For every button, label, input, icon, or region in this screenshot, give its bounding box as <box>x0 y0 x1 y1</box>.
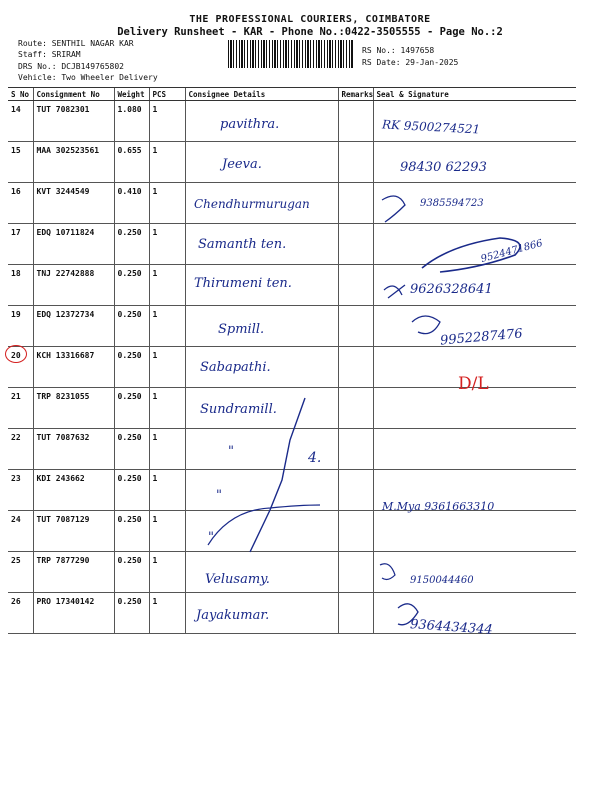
drs-number: DRS No.: DCJB149765802 <box>18 62 124 71</box>
weight-cell: 0.250 <box>114 511 149 552</box>
weight-cell: 0.250 <box>114 347 149 388</box>
route-label: Route: SENTHIL NAGAR KAR <box>18 39 134 48</box>
signature-text: 9364434344 <box>409 617 494 638</box>
signature-text: 98430 62293 <box>400 160 487 175</box>
consignment-cell: EDQ 10711824 <box>33 224 114 265</box>
sno-cell: 17 <box>8 224 33 265</box>
pcs-cell: 1 <box>149 183 185 224</box>
consignee-handwriting: Samanth ten. <box>198 237 287 252</box>
pcs-cell: 1 <box>149 142 185 183</box>
consignment-cell: KDI 243662 <box>33 470 114 511</box>
company-name: THE PROFESSIONAL COURIERS, COIMBATORE <box>189 14 431 25</box>
weight-cell: 0.250 <box>114 552 149 593</box>
consignee-handwriting: Chendhurmurugan <box>194 197 310 211</box>
sno-cell: 22 <box>8 429 33 470</box>
ditto-mark: " <box>208 530 214 545</box>
weight-cell: 0.250 <box>114 306 149 347</box>
signature-text: 9524471866 <box>479 237 544 266</box>
consignment-cell: EDQ 12372734 <box>33 306 114 347</box>
pcs-cell: 1 <box>149 224 185 265</box>
ditto-mark: " <box>228 444 234 459</box>
consignment-cell: TUT 7082301 <box>33 101 114 142</box>
col-consignment: Consignment No <box>33 88 114 101</box>
consignment-cell: TUT 7087632 <box>33 429 114 470</box>
signature-text: 9952287476 <box>439 326 524 349</box>
pcs-cell: 1 <box>149 347 185 388</box>
consignee-handwriting: Jeeva. <box>222 157 262 172</box>
weight-cell: 0.250 <box>114 224 149 265</box>
sno-cell: 21 <box>8 388 33 429</box>
col-sno: S No <box>8 88 33 101</box>
pcs-cell: 1 <box>149 470 185 511</box>
sno-cell: 23 <box>8 470 33 511</box>
consignment-cell: TNJ 22742888 <box>33 265 114 306</box>
consignment-cell: TRP 7877290 <box>33 552 114 593</box>
signature-text: RK 9500274521 <box>381 117 481 137</box>
weight-cell: 0.250 <box>114 470 149 511</box>
weight-cell: 1.080 <box>114 101 149 142</box>
pcs-cell: 1 <box>149 429 185 470</box>
signature-text: M.Mya 9361663310 <box>382 500 495 513</box>
signature-text: 9385594723 <box>420 198 484 209</box>
vehicle-label: Vehicle: Two Wheeler Delivery <box>18 73 158 82</box>
rs-date: RS Date: 29-Jan-2025 <box>362 58 459 67</box>
col-remarks: Remarks <box>338 88 373 101</box>
staff-label: Staff: SRIRAM <box>18 50 81 59</box>
sno-cell: 16 <box>8 183 33 224</box>
signature-text: 9150044460 <box>410 575 474 586</box>
sno-cell: 19 <box>8 306 33 347</box>
sno-cell: 18 <box>8 265 33 306</box>
sno-cell: 24 <box>8 511 33 552</box>
consignee-handwriting: Sabapathi. <box>200 360 271 375</box>
dl-mark: D/L <box>458 374 489 394</box>
col-weight: Weight <box>114 88 149 101</box>
pcs-cell: 1 <box>149 593 185 634</box>
consignment-cell: KVT 3244549 <box>33 183 114 224</box>
rs-number: RS No.: 1497658 <box>362 46 435 55</box>
consignee-handwriting: Spmill. <box>218 322 265 337</box>
col-consignee: Consignee Details <box>185 88 338 101</box>
signature-text: 9626328641 <box>410 282 493 297</box>
consignee-handwriting: Velusamy. <box>205 572 270 587</box>
sno-cell: 25 <box>8 552 33 593</box>
consignment-cell: PRO 17340142 <box>33 593 114 634</box>
pcs-cell: 1 <box>149 552 185 593</box>
consignee-handwriting: Thirumeni ten. <box>194 276 292 291</box>
pcs-cell: 1 <box>149 388 185 429</box>
weight-cell: 0.250 <box>114 265 149 306</box>
col-pcs: PCS <box>149 88 185 101</box>
consignment-cell: KCH 13316687 <box>33 347 114 388</box>
consignee-handwriting: Sundramill. <box>200 402 277 417</box>
sno-cell: 14 <box>8 101 33 142</box>
consignment-cell: MAA 302523561 <box>33 142 114 183</box>
sno-cell: 26 <box>8 593 33 634</box>
pcs-cell: 1 <box>149 101 185 142</box>
pcs-cell: 1 <box>149 265 185 306</box>
runsheet-title: Delivery Runsheet - KAR - Phone No.:0422-3505555 - Page No.:2 <box>117 26 503 38</box>
weight-cell: 0.250 <box>114 429 149 470</box>
weight-cell: 0.655 <box>114 142 149 183</box>
pcs-cell: 1 <box>149 306 185 347</box>
weight-cell: 0.250 <box>114 388 149 429</box>
count-mark: 4. <box>308 450 322 466</box>
weight-cell: 0.410 <box>114 183 149 224</box>
sno-cell: 15 <box>8 142 33 183</box>
sno-cell: 20 <box>8 347 33 388</box>
weight-cell: 0.250 <box>114 593 149 634</box>
ditto-mark: " <box>216 488 222 503</box>
consignment-cell: TUT 7087129 <box>33 511 114 552</box>
col-seal-signature: Seal & Signature <box>373 88 576 101</box>
consignee-handwriting: Jayakumar. <box>196 608 270 623</box>
consignment-cell: TRP 8231055 <box>33 388 114 429</box>
consignee-handwriting: pavithra. <box>220 117 280 132</box>
pcs-cell: 1 <box>149 511 185 552</box>
